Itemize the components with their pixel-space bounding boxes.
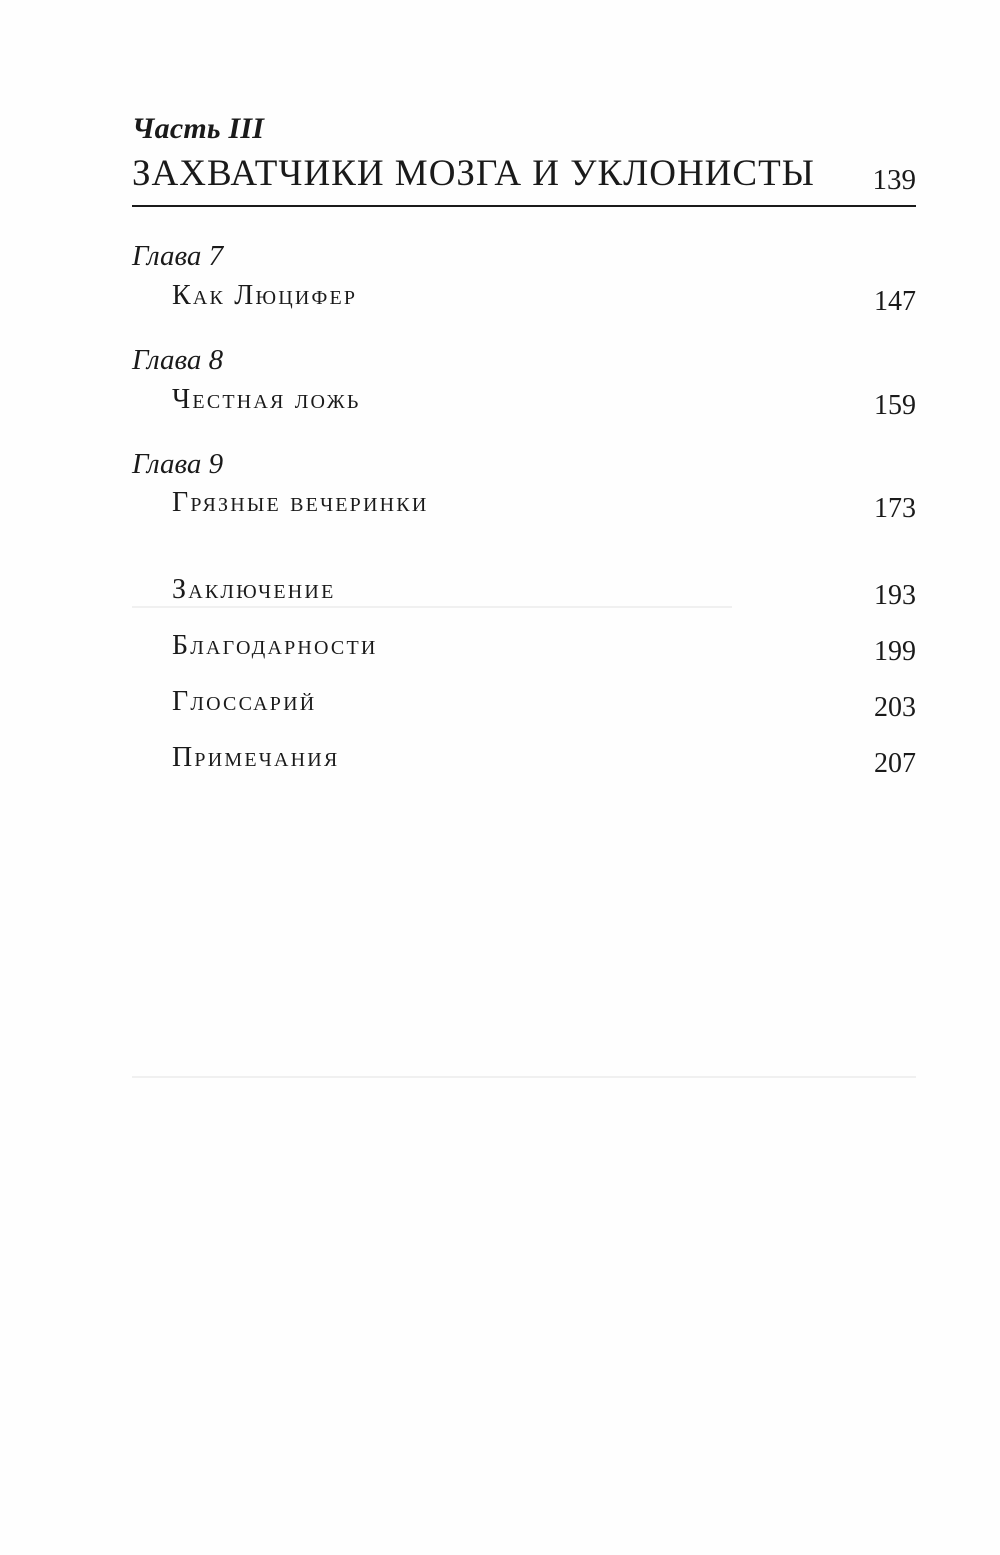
entry-title: Честная ложь <box>172 384 361 415</box>
entry-title: Примечания <box>172 742 340 773</box>
toc-entry-notes[interactable] <box>172 742 916 782</box>
entry-page-number: 193 <box>874 580 916 611</box>
toc-entry-chapter-9[interactable] <box>172 487 916 527</box>
show-through-rule <box>132 1076 916 1078</box>
toc-entry-conclusion[interactable] <box>172 574 916 614</box>
chapter-label: Глава 7 <box>132 240 224 272</box>
entry-title: Заключение <box>172 574 336 605</box>
entry-title: Благодарности <box>172 630 378 661</box>
entry-title: Грязные вечеринки <box>172 487 429 518</box>
toc-entry-chapter-8[interactable] <box>172 384 916 424</box>
entry-title: Глоссарий <box>172 686 317 717</box>
entry-page-number: 207 <box>874 748 916 779</box>
part-page-number: 139 <box>872 164 916 196</box>
entry-title: Как Люцифер <box>172 280 358 311</box>
part-label: Часть III <box>132 112 265 145</box>
part-divider <box>132 205 916 207</box>
chapter-label: Глава 9 <box>132 448 224 480</box>
entry-page-number: 203 <box>874 692 916 723</box>
entry-page-number: 199 <box>874 636 916 667</box>
entry-page-number: 159 <box>874 390 916 421</box>
toc-entry-acknowledgements[interactable] <box>172 630 916 670</box>
toc-entry-glossary[interactable] <box>172 686 916 726</box>
entry-page-number: 147 <box>874 286 916 317</box>
toc-entry-chapter-7[interactable] <box>172 280 916 320</box>
part-title: ЗАХВАТЧИКИ МОЗГА И УКЛОНИСТЫ <box>132 153 815 194</box>
part-row[interactable] <box>132 152 916 200</box>
entry-page-number: 173 <box>874 493 916 524</box>
chapter-label: Глава 8 <box>132 344 224 376</box>
